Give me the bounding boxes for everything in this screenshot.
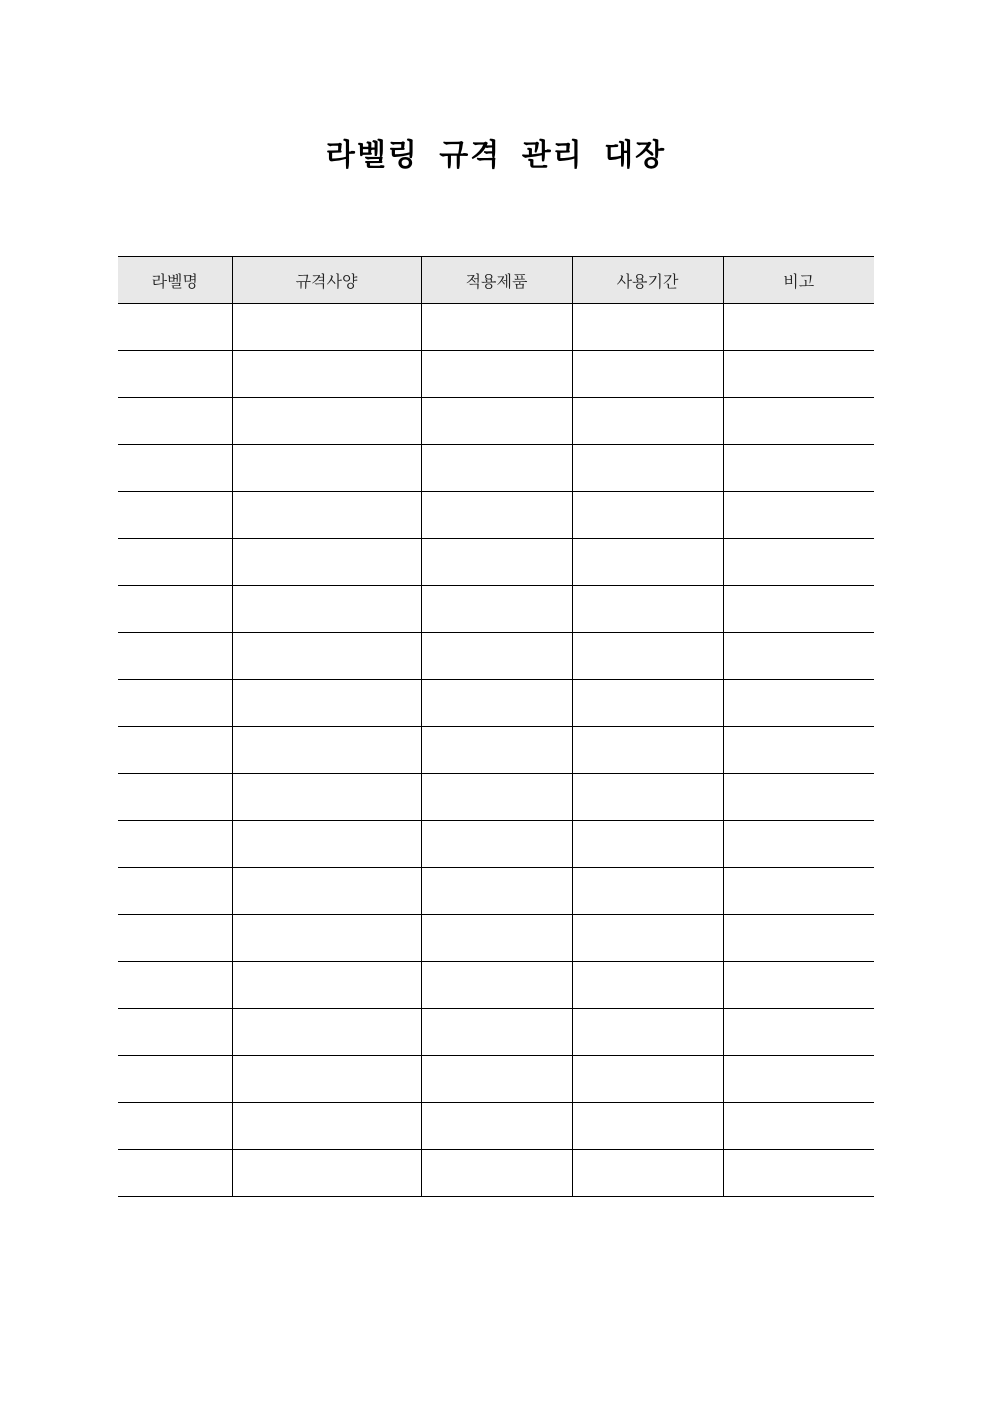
column-header-label-name: 라벨명: [118, 257, 232, 304]
table-row: [118, 1150, 874, 1197]
cell-usage-period: [572, 1150, 723, 1197]
cell-specification: [232, 539, 421, 586]
cell-label-name: [118, 1150, 232, 1197]
table-row: [118, 915, 874, 962]
cell-applied-product: [421, 351, 572, 398]
table-row: [118, 680, 874, 727]
cell-usage-period: [572, 1009, 723, 1056]
cell-label-name: [118, 586, 232, 633]
cell-specification: [232, 962, 421, 1009]
cell-specification: [232, 915, 421, 962]
cell-applied-product: [421, 633, 572, 680]
page-title: 라벨링 규격 관리 대장: [325, 138, 667, 173]
table-row: [118, 398, 874, 445]
table-row: [118, 539, 874, 586]
cell-label-name: [118, 868, 232, 915]
cell-label-name: [118, 727, 232, 774]
cell-specification: [232, 1103, 421, 1150]
table-row: [118, 774, 874, 821]
cell-label-name: [118, 351, 232, 398]
cell-label-name: [118, 1009, 232, 1056]
cell-remarks: [723, 680, 874, 727]
cell-usage-period: [572, 774, 723, 821]
cell-specification: [232, 445, 421, 492]
cell-applied-product: [421, 962, 572, 1009]
cell-specification: [232, 633, 421, 680]
cell-label-name: [118, 398, 232, 445]
cell-usage-period: [572, 680, 723, 727]
cell-applied-product: [421, 586, 572, 633]
cell-remarks: [723, 1056, 874, 1103]
cell-usage-period: [572, 492, 723, 539]
cell-remarks: [723, 539, 874, 586]
cell-label-name: [118, 445, 232, 492]
cell-applied-product: [421, 445, 572, 492]
cell-applied-product: [421, 539, 572, 586]
table-row: [118, 304, 874, 351]
cell-remarks: [723, 492, 874, 539]
table-row: [118, 633, 874, 680]
cell-remarks: [723, 727, 874, 774]
cell-label-name: [118, 680, 232, 727]
cell-usage-period: [572, 821, 723, 868]
cell-usage-period: [572, 962, 723, 1009]
cell-usage-period: [572, 539, 723, 586]
table-body: [118, 304, 874, 1197]
cell-usage-period: [572, 868, 723, 915]
cell-usage-period: [572, 351, 723, 398]
cell-label-name: [118, 539, 232, 586]
cell-label-name: [118, 1103, 232, 1150]
cell-remarks: [723, 351, 874, 398]
table-row: [118, 821, 874, 868]
table-row: [118, 586, 874, 633]
cell-specification: [232, 680, 421, 727]
cell-remarks: [723, 821, 874, 868]
cell-remarks: [723, 445, 874, 492]
cell-applied-product: [421, 915, 572, 962]
cell-applied-product: [421, 868, 572, 915]
cell-specification: [232, 727, 421, 774]
cell-usage-period: [572, 1103, 723, 1150]
cell-remarks: [723, 1009, 874, 1056]
cell-applied-product: [421, 680, 572, 727]
cell-label-name: [118, 774, 232, 821]
cell-usage-period: [572, 1056, 723, 1103]
table-row: [118, 445, 874, 492]
cell-specification: [232, 821, 421, 868]
label-spec-ledger-table: [118, 256, 874, 1197]
cell-usage-period: [572, 586, 723, 633]
table-header-row: [118, 257, 874, 304]
cell-label-name: [118, 915, 232, 962]
cell-label-name: [118, 962, 232, 1009]
table-row: [118, 727, 874, 774]
cell-specification: [232, 1009, 421, 1056]
cell-specification: [232, 1056, 421, 1103]
cell-label-name: [118, 1056, 232, 1103]
table-row: [118, 962, 874, 1009]
cell-remarks: [723, 868, 874, 915]
cell-specification: [232, 586, 421, 633]
cell-label-name: [118, 821, 232, 868]
cell-applied-product: [421, 821, 572, 868]
cell-usage-period: [572, 398, 723, 445]
cell-applied-product: [421, 1103, 572, 1150]
column-header-remarks: 비고: [723, 257, 874, 304]
cell-usage-period: [572, 633, 723, 680]
cell-specification: [232, 774, 421, 821]
cell-specification: [232, 868, 421, 915]
cell-remarks: [723, 1103, 874, 1150]
cell-applied-product: [421, 492, 572, 539]
cell-specification: [232, 492, 421, 539]
cell-label-name: [118, 492, 232, 539]
cell-label-name: [118, 633, 232, 680]
cell-remarks: [723, 586, 874, 633]
table-row: [118, 1056, 874, 1103]
cell-remarks: [723, 774, 874, 821]
table-row: [118, 1103, 874, 1150]
cell-applied-product: [421, 398, 572, 445]
cell-applied-product: [421, 1150, 572, 1197]
column-header-applied-product: 적용제품: [421, 257, 572, 304]
cell-specification: [232, 304, 421, 351]
cell-usage-period: [572, 915, 723, 962]
cell-specification: [232, 351, 421, 398]
table-row: [118, 868, 874, 915]
cell-applied-product: [421, 774, 572, 821]
cell-usage-period: [572, 445, 723, 492]
column-header-specification: 규격사양: [232, 257, 421, 304]
column-header-usage-period: 사용기간: [572, 257, 723, 304]
table-row: [118, 492, 874, 539]
cell-specification: [232, 398, 421, 445]
cell-usage-period: [572, 727, 723, 774]
cell-applied-product: [421, 727, 572, 774]
cell-specification: [232, 1150, 421, 1197]
cell-applied-product: [421, 1009, 572, 1056]
cell-remarks: [723, 962, 874, 1009]
cell-remarks: [723, 633, 874, 680]
cell-label-name: [118, 304, 232, 351]
cell-remarks: [723, 398, 874, 445]
cell-remarks: [723, 1150, 874, 1197]
cell-remarks: [723, 304, 874, 351]
table-row: [118, 351, 874, 398]
cell-applied-product: [421, 304, 572, 351]
table-row: [118, 1009, 874, 1056]
cell-remarks: [723, 915, 874, 962]
cell-applied-product: [421, 1056, 572, 1103]
cell-usage-period: [572, 304, 723, 351]
